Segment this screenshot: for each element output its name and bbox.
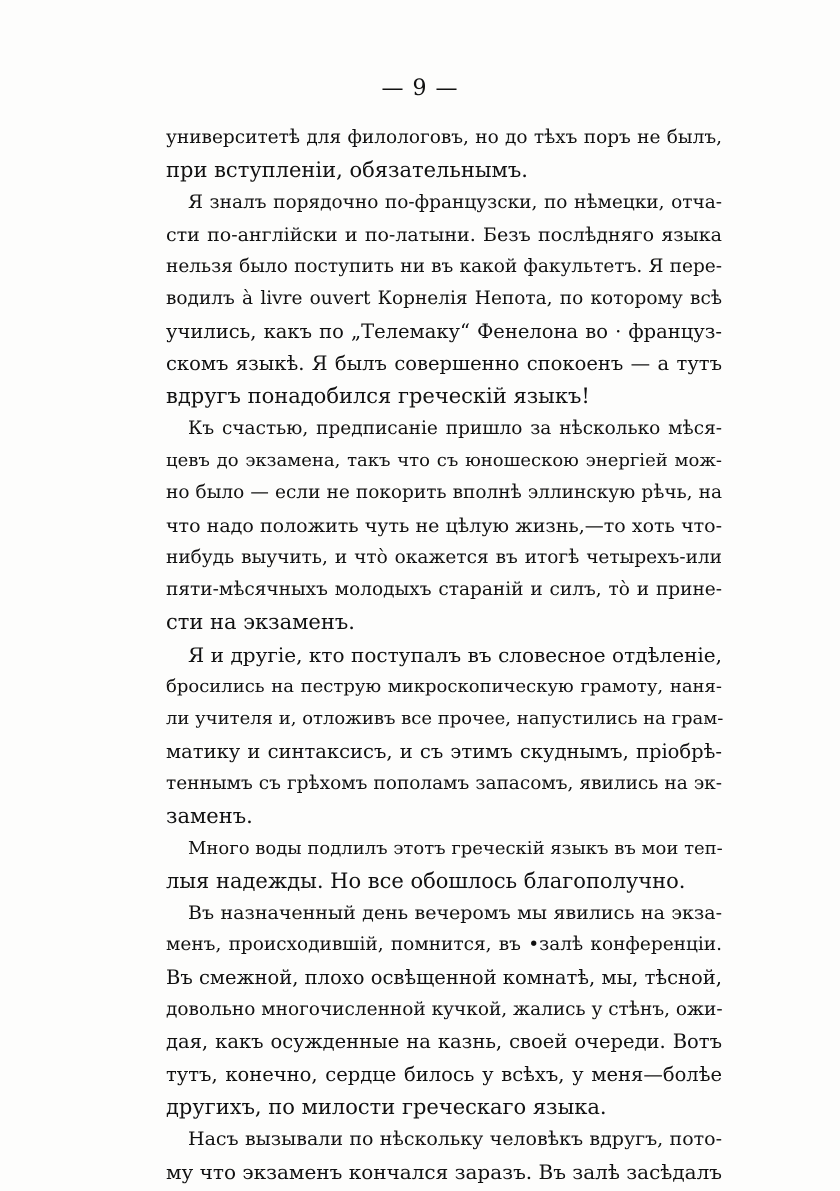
text-line: менъ, происходившій, помнится, въ •залѣ конференціи. (166, 934, 722, 956)
text-line: скомъ языкѣ. Я былъ совершенно спокоенъ — а тутъ (166, 352, 722, 376)
text-line: теннымъ съ грѣхомъ пополамъ запасомъ, явились на эк- (166, 772, 722, 794)
text-line: вдругъ понадобился греческій языкъ! (166, 384, 590, 409)
text-line: при вступленіи, обязательнымъ. (166, 158, 528, 183)
text-line: водилъ à livre ouvert Корнелія Непота, по которому всѣ (166, 288, 722, 310)
text-line: матику и синтаксисъ, и съ этимъ скуднымъ, пріобрѣ- (166, 739, 722, 763)
text-line: что надо положить чуть не цѣлую жизнь,—то хоть что- (166, 514, 722, 537)
text-line: пяти-мѣсячныхъ молодыхъ стараній и силъ, то̀ и прине- (166, 579, 722, 601)
text-line: сти на экзаменъ. (166, 610, 355, 635)
text-line: другихъ, по милости греческаго языка. (166, 1094, 607, 1119)
text-line: бросились на пеструю микроскопическую грамоту, наня- (166, 676, 722, 698)
text-line: сти по-англійски и по-латыни. Безъ послѣдняго языка (166, 223, 722, 246)
text-line: нибудь выучить, и что̀ окажется въ итогѣ четырехъ-или (166, 546, 722, 568)
text-line: Я зналъ порядочно по-французски, по нѣмецки, отча- (188, 191, 722, 213)
text-line: довольно многочисленной кучкой, жались у стѣнъ, ожи- (166, 999, 723, 1021)
text-line: Насъ вызывали по нѣскольку человѣкъ вдругъ, пото- (188, 1128, 722, 1151)
text-line: дая, какъ осужденные на казнь, своей очереди. Вотъ (166, 1030, 722, 1054)
text-line: Много воды подлилъ этотъ греческій языкъ въ мои теп- (188, 837, 723, 859)
text-line: Къ счастью, предписаніе пришло за нѣсколько мѣся- (188, 417, 722, 439)
text-line: заменъ. (166, 804, 253, 829)
text-line: Въ смежной, плохо освѣщенной комнатѣ, мы, тѣсной, (166, 965, 722, 989)
text-line: тутъ, конечно, сердце билось у всѣхъ, у меня—болѣе (166, 1062, 722, 1086)
text-line: ли учителя и, отложивъ все прочее, напустились на грам- (166, 708, 724, 730)
text-line: университетѣ для филологовъ, но до тѣхъ поръ не былъ, (166, 127, 722, 148)
text-line: му что экзаменъ кончался заразъ. Въ залѣ засѣдалъ (166, 1159, 723, 1184)
text-line: но было — если не покорить вполнѣ эллинскую рѣчь, на (166, 482, 722, 504)
page-number: — 9 — (381, 76, 459, 101)
text-line: Въ назначенный день вечеромъ мы явились на экза- (188, 902, 722, 925)
text-line: нельзя было поступить ни въ какой факультетъ. Я пере- (166, 256, 722, 278)
text-line: лыя надежды. Но все обошлось благополучно. (166, 868, 686, 893)
text-line: Я и другіе, кто поступалъ въ словесное отдѣленіе, (188, 642, 722, 667)
text-line: учились, какъ по „Телемаку“ Фенелона во · француз- (166, 319, 722, 343)
body-text (166, 122, 722, 1188)
text-line: цевъ до экзамена, такъ что съ юношескою энергіей мож- (166, 449, 722, 471)
